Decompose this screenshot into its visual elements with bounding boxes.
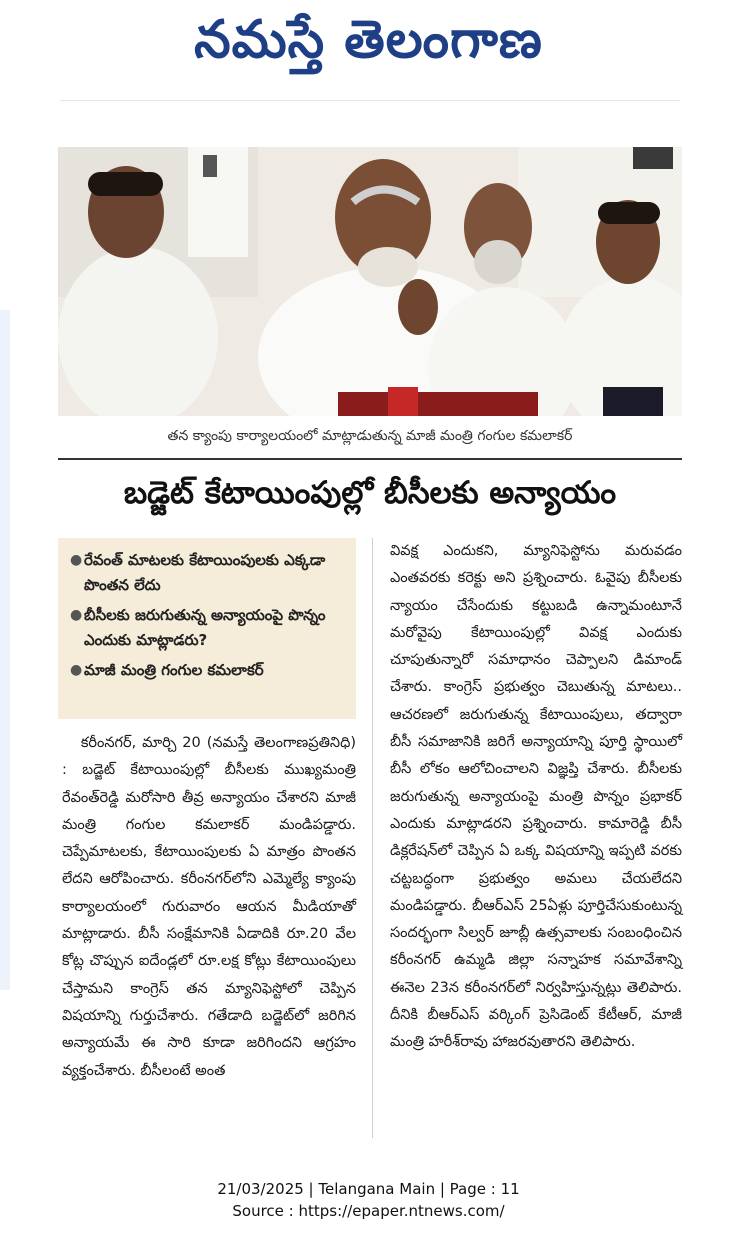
footer-source: Source : https://epaper.ntnews.com/ [232, 1202, 505, 1220]
page-margin-strip [0, 310, 10, 990]
highlight-item [70, 548, 344, 598]
masthead [0, 0, 737, 100]
column-divider [372, 538, 373, 1138]
highlight-item [70, 658, 344, 683]
headline-divider [58, 458, 682, 460]
bullet-icon: ● [70, 607, 83, 623]
highlight-text: రేవంత్ మాటలకు కేటాయింపులకు ఎక్కడా పొంతన లేదు [84, 551, 326, 594]
highlight-item [70, 603, 344, 653]
masthead-divider [60, 100, 680, 101]
article-body-column-2: వివక్ష ఎందుకని, మ్యానిఫెస్టోను మరువడం ఎంతవరకు కరెక్టు అని ప్రశ్నించారు. ఓవైపు బీసీలకు న్యాయం చేసేందుకు కట్టుబడి ఉన్నామంటూనే మరోవైపు కేటాయింపుల్లో వివక్ష ఎందుకు చూపుతున్నారో సమాధానం చెప్పాలని డిమాండ్ చేశారు. కాంగ్రెస్ ప్రభుత్వం చెబుతున్న మాటలు.. ఆచరణలో జరుగుతున్న కేటాయింపులు, తద్వారా బీసీ సమాజానికి జరిగే అన్యాయాన్ని పూర్తి స్థాయిలో బీసీ లోకం ఆలోచించాలని విజ్ఞప్తి చేశారు. బీసీలకు జరుగుతున్న అన్యాయంపై మంత్రి పొన్నం ప్రభాకర్ ఎందుకు మాట్లాడరని ప్రశ్నించారు. కామారెడ్డి బీసీ డిక్లరేషన్‌లో చెప్పిన ఏ ఒక్క విషయాన్ని ఇప్పటి వరకు చట్టబద్ధంగా ప్రభుత్వం అమలు చేయలేదని మండిపడ్డారు. బీఆర్ఎస్ 25ఏళ్లు పూర్తిచేసుకుంటున్న సందర్భంగా సిల్వర్ జూబ్లీ ఉత్సవాలకు సంబంధించిన కరీంనగర్ ఉమ్మడి జిల్లా సన్నాహక సమావేశాన్ని ఈనెల 23న కరీంనగర్‌లో నిర్వహిస్తున్నట్లు తెలిపారు. దీనికి బీఆర్ఎస్ వర్కింగ్ ప్రెసిడెంట్ కేటీఆర్, మాజీ మంత్రి హరీశ్‌రావు హాజరవుతారని తెలిపారు. [390, 543, 682, 1051]
news-photo [58, 147, 682, 416]
article-body-column-1: కరీంనగర్, మార్చి 20 (నమస్తే తెలంగాణప్రతినిధి) : బడ్జెట్ కేటాయింపుల్లో బీసీలకు ముఖ్యమంత్రి రేవంత్‌రెడ్డి మరోసారి తీవ్ర అన్యాయం చేశారని మాజీ మంత్రి గంగుల కమలాకర్ మండిపడ్డారు. చెప్పేమాటలకు, కేటాయింపులకు ఏ మాత్రం పొంతన లేదని ఆరోపించారు. కరీంనగర్‌లోని ఎమ్మెల్యే క్యాంపు కార్యాలయంలో గురువారం ఆయన మీడియాతో మాట్లాడారు. బీసీ సంక్షేమానికి ఏడాదికి రూ.20 వేల కోట్ల చొప్పున ఐదేండ్లలో రూ.లక్ష కోట్లు కేటాయింపులు చేస్తామని కాంగ్రెస్ తన మ్యానిఫెస్టోలో చెప్పిన విషయాన్ని గుర్తుచేశారు. గతేడాది బడ్జెట్‌లో జరిగిన అన్యాయమే ఈ సారి కూడా జరిగిందని ఆగ్రహం వ్యక్తంచేశారు. బీసీలంటే అంత [62, 735, 356, 1079]
photo-caption: తన క్యాంపు కార్యాలయంలో మాట్లాడుతున్న మాజీ మంత్రి గంగుల కమలాకర్ [167, 428, 573, 444]
highlights-box [58, 538, 356, 719]
masthead-title: నమస్తే తెలంగాణ [194, 10, 543, 70]
highlight-text: బీసీలకు జరుగుతున్న అన్యాయంపై పొన్నం ఎందుకు మాట్లాడరు? [84, 606, 326, 649]
bullet-icon: ● [70, 662, 83, 678]
footer-edition-info: 21/03/2025 | Telangana Main | Page : 11 [217, 1180, 520, 1198]
bullet-icon: ● [70, 552, 83, 568]
highlight-text: మాజీ మంత్రి గంగుల కమలాకర్ [84, 661, 264, 679]
article-headline: బడ్జెట్ కేటాయింపుల్లో బీసీలకు అన్యాయం [123, 475, 617, 511]
